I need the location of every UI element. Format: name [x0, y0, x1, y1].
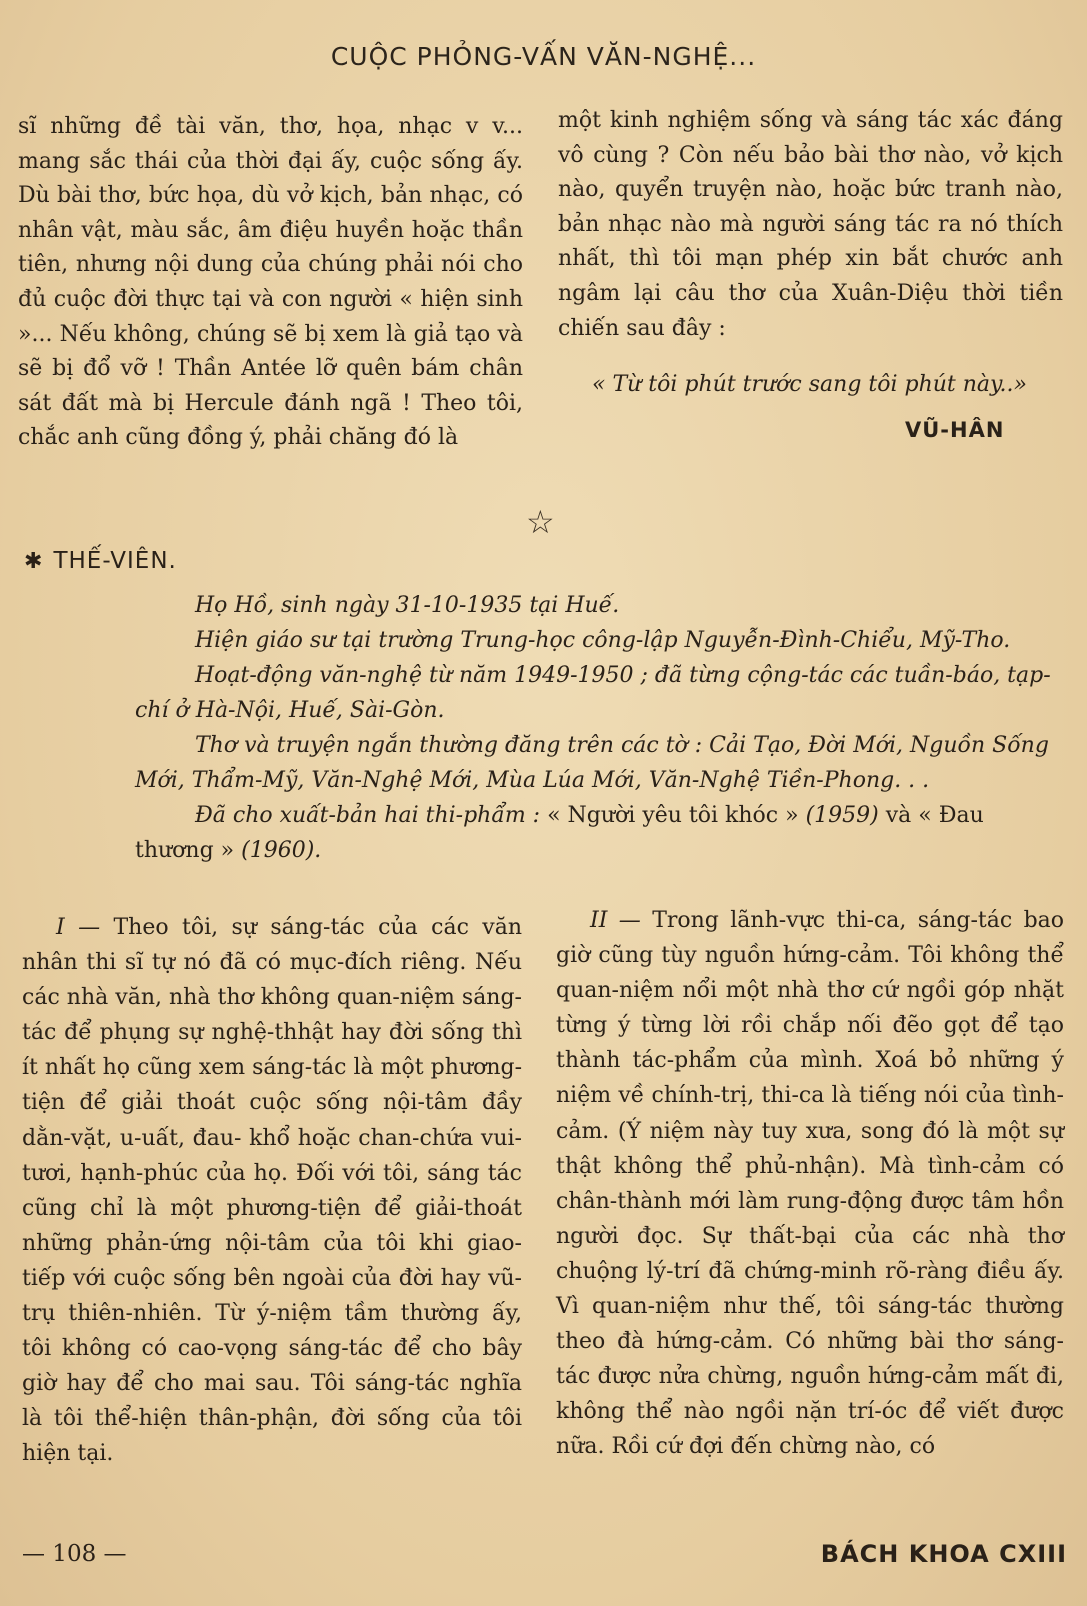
answer-two-numeral: II — [590, 908, 641, 933]
top-left-paragraph: sĩ những đề tài văn, thơ, họa, nhạc v v... mang sắc thái của thời đại ấy, cuộc sống ấy. Dù bài thơ, bức họa, dù vở kịch, bản nhạc, có nhân vật, màu sắc, âm điệu huyền hoặc thần tiên, nhưng nội dung của chúng phải nói cho đủ cuộc đời thực tại và con người « hiện sinh »... Nếu không, chúng sẽ bị xem là giả tạo và sẽ bị đổ vỡ ! Thần Antée lỡ quên bám chân sát đất mà bị Hercule đánh ngã ! Theo tôi, chắc anh cũng đồng ý, phải chăng đó là [18, 114, 523, 451]
page-number: — 108 — [22, 1541, 127, 1567]
answer-one-column [22, 910, 522, 1472]
top-right-paragraph: một kinh nghiệm sống và sáng tác xác đáng vô cùng ? Còn nếu bảo bài thơ nào, vở kịch nào, quyển truyện nào, hoặc bức tranh nào, bản nhạc nào mà người sáng tác ra nó thích nhất, thì tôi mạn phép xin bắt chước anh ngâm lại câu thơ của Xuân-Diệu thời tiền chiến sau đây : [558, 108, 1063, 341]
bio-connector: và [885, 803, 912, 828]
book1-title: « Người yêu tôi khóc » [547, 803, 799, 828]
book2-year: (1960). [241, 838, 322, 863]
book2-title: « Đau thương » [135, 803, 984, 863]
bio-publications: Thơ và truyện ngắn thường đăng trên các tờ : Cải Tạo, Đời Mới, Nguồn Sống Mới, Thẩm-Mỹ, Văn-Nghệ Mới, Mùa Lúa Mới, Văn-Nghệ Tiền-Phong. . . [135, 733, 1049, 793]
top-left-column [18, 110, 523, 456]
answer-one [22, 910, 522, 1472]
bio-books-prefix: Đã cho xuất-bản hai thi-phẩm : [195, 803, 541, 828]
writer-bio [135, 588, 1065, 868]
answer-two-text: Trong lãnh-vực thi-ca, sáng-tác bao giờ cũng tùy nguồn hứng-cảm. Tôi không thể quan-niệm nổi một nhà thơ cứ ngồi góp nhặt từng ý từng lời rồi chắp nối đẽo gọt để tạo thành tác-phẩm của mình. Xoá bỏ những ý niệm về chính-trị, thi-ca là tiếng nói của tình-cảm. (Ý niệm này tuy xưa, song đó là một sự thật không thể phủ-nhận). Mà tình-cảm có chân-thành mới làm rung-động được tâm hồn người đọc. Sự thất-bại của các nhà thơ chuộng lý-trí đã chứng-minh rõ-ràng điều ấy. Vì quan-niệm như thế, tôi sáng-tác thường theo đà hứng-cảm. Có những bài thơ sáng-tác được nửa chừng, nguồn hứng-cảm mất đi, không thể nào ngồi nặn trí-óc để viết được nữa. Rồi cứ đợi đến chừng nào, có [556, 908, 1065, 1460]
bio-birth: Họ Hồ, sinh ngày 31-10-1935 tại Huế. [195, 593, 620, 618]
star-divider-icon: ☆ [526, 503, 555, 541]
top-right-column [558, 104, 1063, 346]
answer-one-text: Theo tôi, sự sáng-tác của các văn nhân thi sĩ tự nó đã có mục-đích riêng. Nếu các nhà văn, nhà thơ không quan-niệm sáng-tác để phụng sự nghệ-thhật hay đời sống thì ít nhất họ cũng xem sáng-tác là một phương-tiện để giải thoát cuộc sống nội-tâm đầy dằn-vặt, u-uất, đau- khổ hoặc chan-chứa vui-tươi, hạnh-phúc của họ. Đối với tôi, sáng tác cũng chỉ là một phương-tiện để giải-thoát những phản-ứng nội-tâm của tôi khi giao-tiếp với cuộc sống bên ngoài của đời hay vũ-trụ thiên-nhiên. Từ ý-niệm tầm thường ấy, tôi không có cao-vọng sáng-tác để cho bây giờ hay để cho mai sau. Tôi sáng-tác nghĩa là tôi thể-hiện thân-phận, đời sống của tôi hiện tại. [22, 915, 523, 1467]
answer-one-numeral: I — [56, 915, 101, 940]
bio-books [135, 798, 1065, 868]
answer-two [556, 903, 1064, 1465]
writer-name: THẾ-VIÊN. [53, 548, 177, 574]
book1-year: (1959) [805, 803, 879, 828]
author-signature: VŨ-HÂN [905, 418, 1005, 442]
answer-two-column [556, 903, 1064, 1465]
magazine-issue: BÁCH KHOA CXIII [820, 1540, 1067, 1568]
running-title: CUỘC PHỎNG-VẤN VĂN-NGHỆ... [330, 42, 757, 71]
asterisk-bullet-icon: ✱ [24, 549, 44, 574]
quoted-verse: « Từ tôi phút trước sang tôi phút này..» [592, 372, 1028, 397]
bio-profession: Hiện giáo sư tại trường Trung-học công-lập Nguyễn-Đình-Chiểu, Mỹ-Tho. [195, 628, 1011, 653]
writer-heading [24, 548, 177, 574]
bio-activity: Hoạt-động văn-nghệ từ năm 1949-1950 ; đã từng cộng-tác các tuần-báo, tạp-chí ở Hà-Nội, Huế, Sài-Gòn. [135, 663, 1051, 723]
